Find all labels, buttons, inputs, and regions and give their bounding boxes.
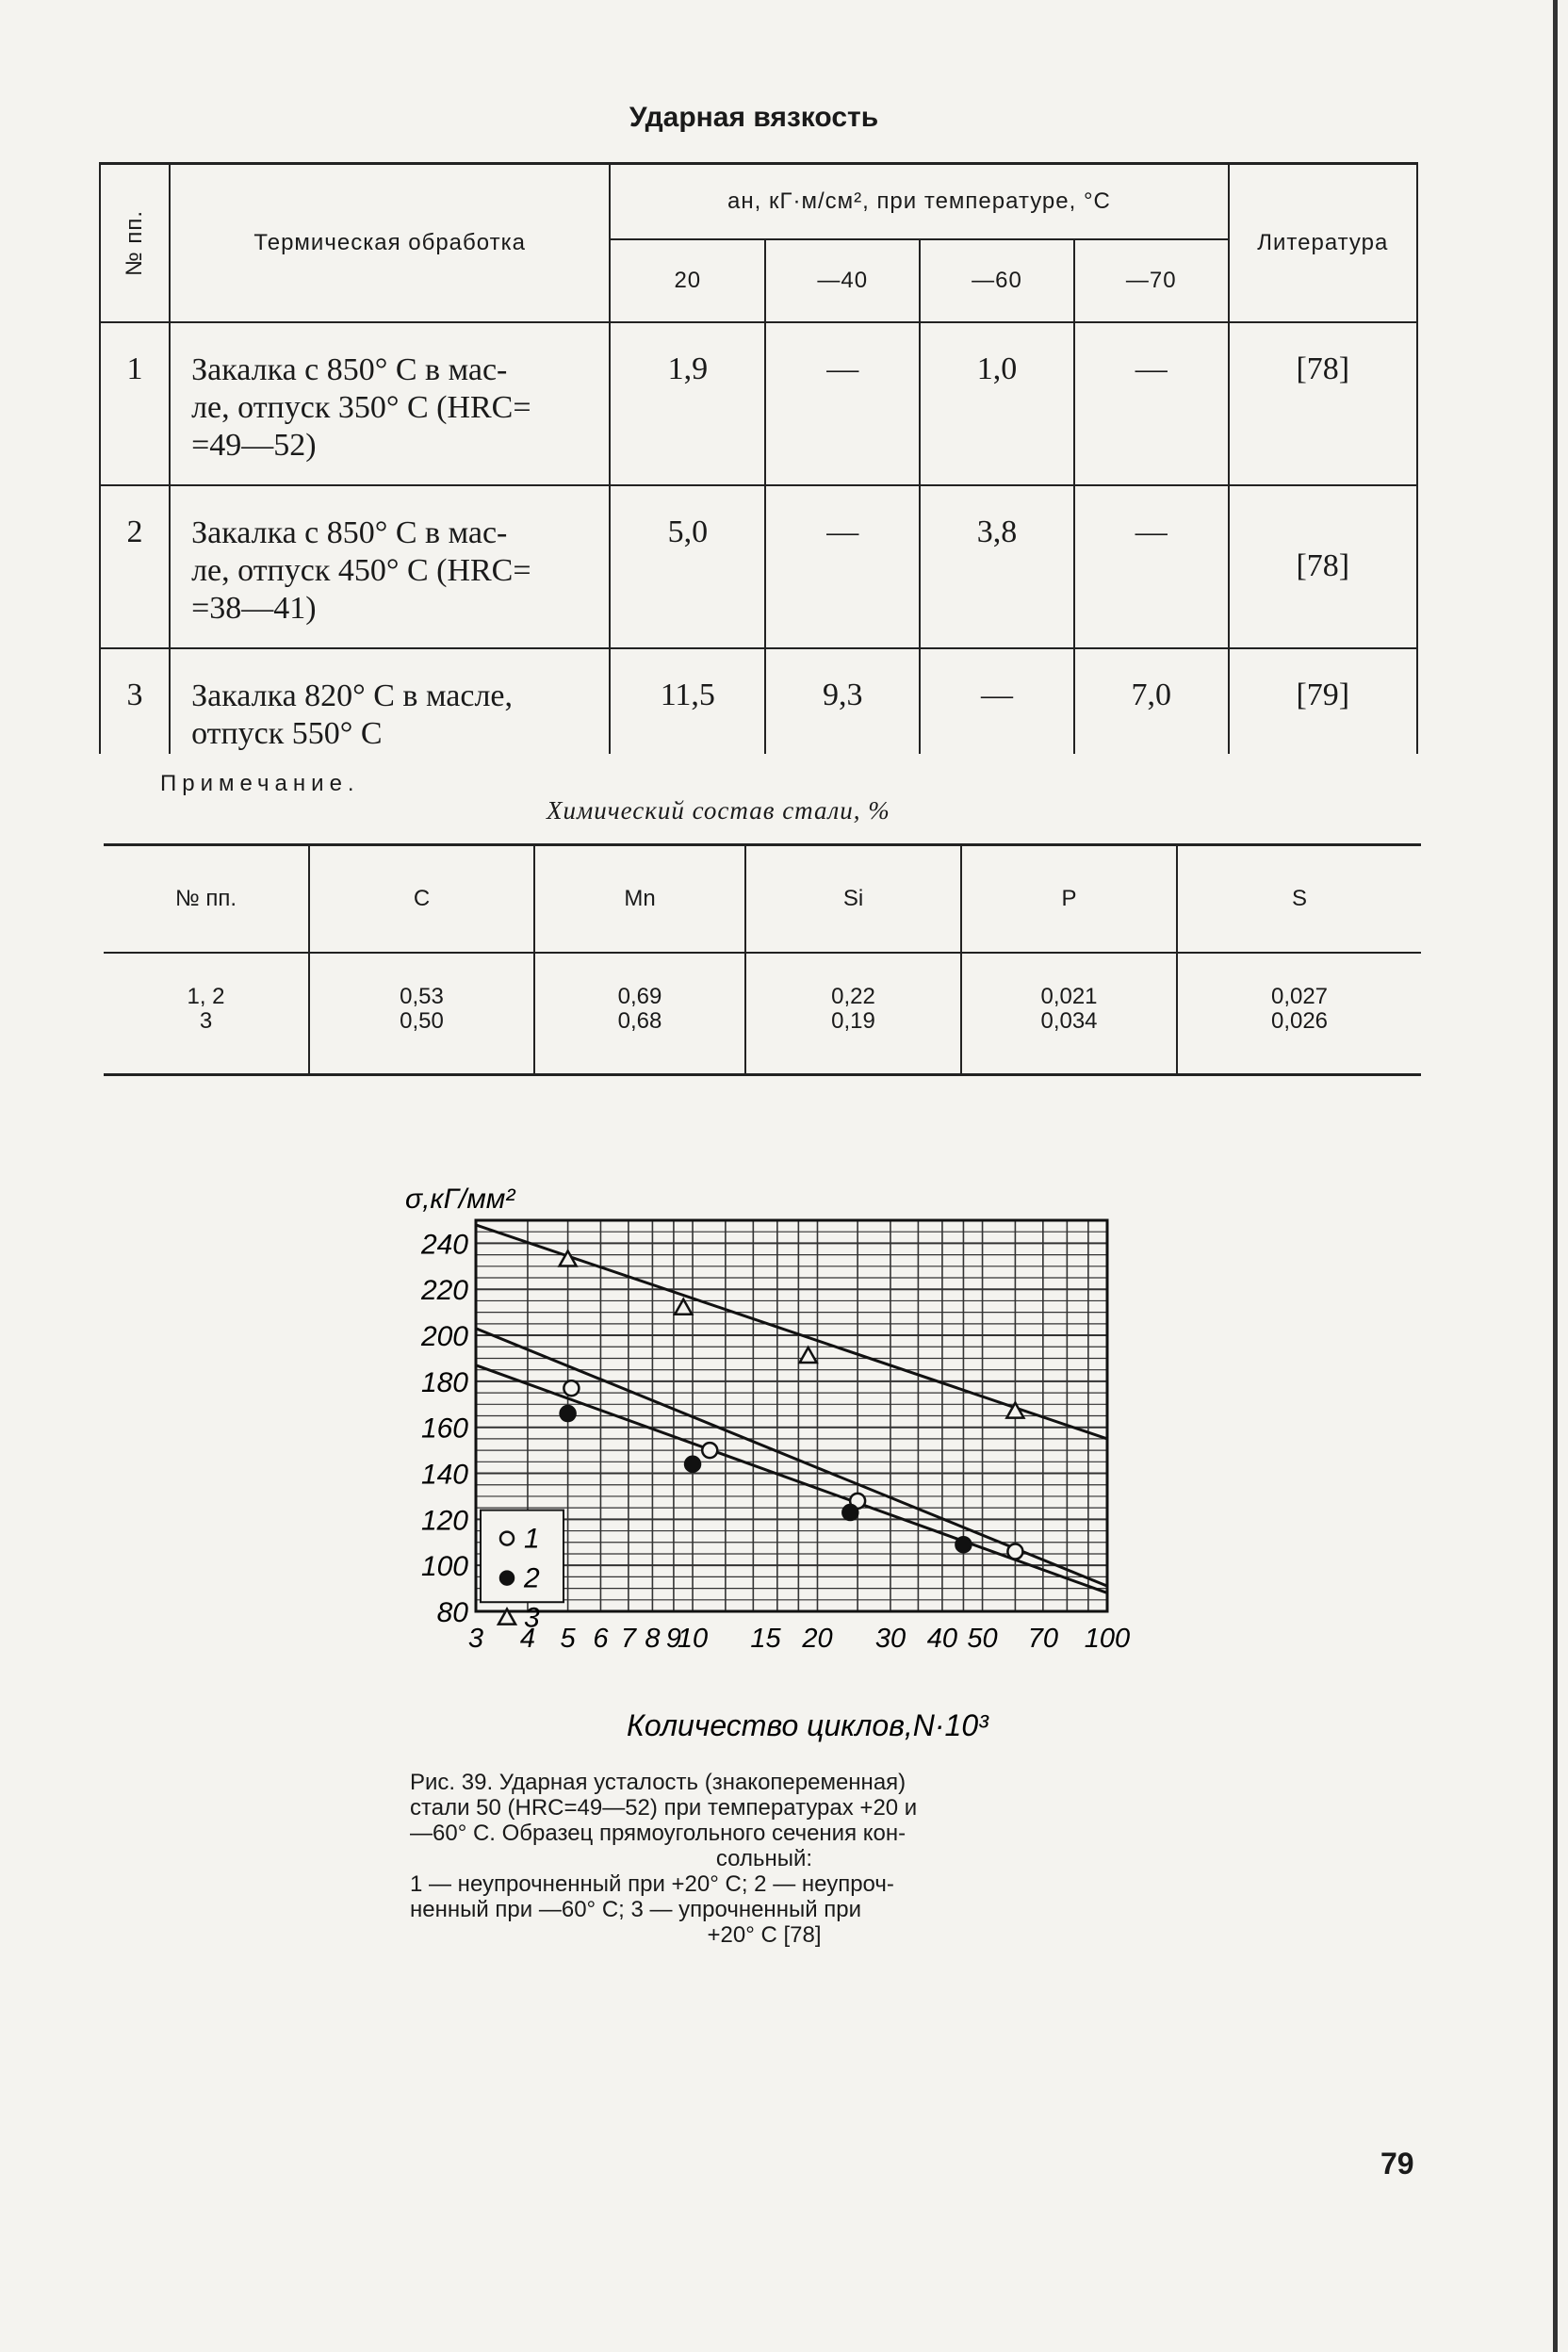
row-number: 2 [100, 485, 170, 648]
row-value: — [920, 648, 1074, 754]
row-treatment: Закалка с 850° С в мас- ле, отпуск 350° С (HRC= =49—52) [170, 322, 610, 485]
header-literature: Литература [1229, 164, 1417, 323]
row-value: — [1074, 322, 1229, 485]
header-number: № пп. [100, 164, 170, 323]
table-row [100, 322, 1417, 485]
page-title: Ударная вязкость [629, 102, 879, 133]
data-point [842, 1505, 858, 1520]
row-value: 7,0 [1074, 648, 1229, 754]
data-point [956, 1537, 971, 1552]
legend-label: 3 [524, 1602, 540, 1634]
x-tick-label: 7 [620, 1624, 636, 1654]
y-tick-labels [420, 1229, 468, 1628]
x-tick-label: 30 [874, 1624, 906, 1654]
x-tick-label: 40 [926, 1624, 958, 1654]
row-value: — [1074, 485, 1229, 648]
data-point [675, 1299, 692, 1315]
y-axis-label: σ,кГ/мм² [405, 1184, 515, 1215]
x-tick-label: 5 [560, 1624, 576, 1654]
scan-edge [1553, 0, 1558, 2352]
cell-p: 0,021 0,034 [961, 953, 1177, 1075]
x-tick-label: 9 [665, 1624, 681, 1654]
cell-mn: 0,69 0,68 [534, 953, 745, 1075]
cell-c: 0,53 0,50 [309, 953, 534, 1075]
chemical-composition-table [104, 843, 1421, 1076]
figure-caption [410, 1770, 1119, 1948]
caption-line: ненный при —60° С; 3 — упрочненный при [410, 1897, 862, 1922]
note-label: Примечание. [160, 771, 360, 796]
x-tick-label: 8 [645, 1624, 661, 1654]
x-tick-label: 10 [677, 1624, 709, 1654]
caption-line: 1 — неупрочненный при +20° С; 2 — неупроч- [410, 1871, 894, 1897]
header-cell: Mn [534, 845, 745, 954]
x-tick-labels [468, 1624, 1130, 1654]
legend-marker [500, 1532, 514, 1545]
header-temp: —40 [765, 239, 920, 322]
data-point [564, 1380, 579, 1396]
header-treatment: Термическая обработка [170, 164, 610, 323]
x-tick-label: 100 [1084, 1624, 1131, 1654]
row-number: 1 [100, 322, 170, 485]
x-tick-label: 3 [467, 1624, 484, 1654]
x-tick-label: 20 [802, 1624, 833, 1654]
data-point [800, 1348, 817, 1363]
row-treatment: Закалка с 850° С в мас- ле, отпуск 450° С (HRC= =38—41) [170, 485, 610, 648]
header-cell: Si [745, 845, 961, 954]
cell-si: 0,22 0,19 [745, 953, 961, 1075]
y-tick-label: 240 [420, 1229, 468, 1261]
header-cell: P [961, 845, 1177, 954]
y-tick-label: 120 [420, 1505, 468, 1537]
row-value: 11,5 [610, 648, 765, 754]
y-tick-label: 220 [420, 1275, 468, 1307]
row-value: — [765, 322, 920, 485]
cell-number: 1, 2 3 [104, 953, 309, 1075]
chart-legend [481, 1511, 564, 1634]
legend-label: 1 [524, 1523, 540, 1555]
data-point [561, 1406, 576, 1421]
caption-line: Рис. 39. Ударная усталость (знакопеременная) [410, 1770, 906, 1795]
data-point [1007, 1544, 1022, 1560]
x-tick-label: 6 [593, 1624, 609, 1654]
caption-line: +20° С [78] [707, 1922, 822, 1948]
row-value: 5,0 [610, 485, 765, 648]
impact-toughness-table [99, 162, 1418, 754]
legend-label: 2 [524, 1562, 540, 1594]
header-cell: № пп. [104, 845, 309, 954]
header-cell: S [1177, 845, 1421, 954]
legend-marker [500, 1572, 514, 1585]
header-temp: —60 [920, 239, 1074, 322]
data-point [685, 1457, 700, 1472]
x-tick-label: 15 [750, 1624, 781, 1654]
header-temp: —70 [1074, 239, 1229, 322]
table-row [100, 648, 1417, 754]
table-row [100, 485, 1417, 648]
table-row [104, 953, 1421, 1075]
y-tick-label: 200 [420, 1321, 468, 1353]
y-tick-label: 180 [420, 1366, 468, 1398]
caption-line: сольный: [715, 1846, 813, 1871]
header-values: aн, кГ·м/см², при температуре, °С [610, 164, 1228, 240]
row-value: 1,0 [920, 322, 1074, 485]
x-tick-label: 50 [967, 1624, 998, 1654]
row-number: 3 [100, 648, 170, 754]
caption-line: —60° С. Образец прямоугольного сечения кон- [410, 1821, 906, 1846]
row-treatment: Закалка 820° С в масле, отпуск 550° С [170, 648, 610, 754]
page-number: 79 [1380, 2147, 1414, 2180]
row-literature: [79] [1229, 648, 1417, 754]
row-value: 1,9 [610, 322, 765, 485]
y-tick-label: 160 [420, 1413, 468, 1445]
caption-line: стали 50 (HRC=49—52) при температурах +20 и [410, 1795, 918, 1821]
legend-box [481, 1511, 564, 1603]
y-tick-label: 100 [420, 1551, 468, 1583]
header-cell: C [309, 845, 534, 954]
y-tick-label: 80 [436, 1597, 468, 1628]
header-temp: 20 [610, 239, 765, 322]
x-axis-label: Количество циклов,N·10³ [627, 1708, 988, 1742]
y-tick-label: 140 [420, 1459, 468, 1491]
row-literature: [78] [1229, 485, 1417, 648]
row-value: 3,8 [920, 485, 1074, 648]
cell-s: 0,027 0,026 [1177, 953, 1421, 1075]
x-tick-label: 4 [519, 1624, 536, 1654]
row-value: 9,3 [765, 648, 920, 754]
row-value: — [765, 485, 920, 648]
data-point [702, 1443, 717, 1458]
row-literature: [78] [1229, 322, 1417, 485]
fatigue-chart [396, 1168, 1150, 1753]
x-tick-label: 70 [1027, 1624, 1058, 1654]
composition-caption: Химический состав стали, % [547, 796, 890, 825]
